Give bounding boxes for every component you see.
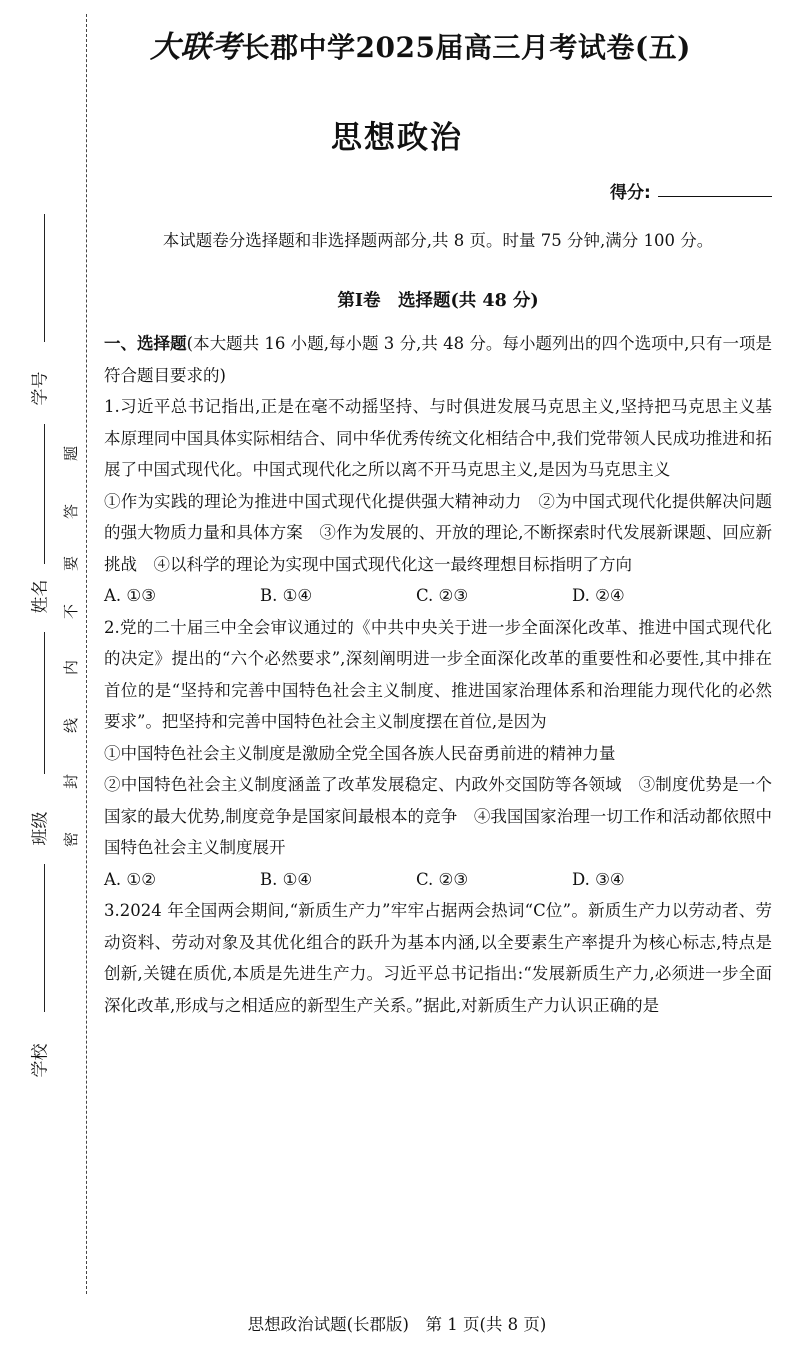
name-label: 姓名 [30,579,51,614]
seal-char: 答 [62,503,81,520]
score-blank [658,196,772,197]
question-1-stem: 1.习近平总书记指出,正是在毫不动摇坚持、与时俱进发展马克思主义,坚持把马克思主义基本原理同中国具体实际相结合、同中华优秀传统文化相结合中,我们党带领人民成功推进和拓展了中国式现代化。中国式现代化之所以离不开马克思主义,是因为马克思主义 [104,397,772,479]
name-line [44,424,45,564]
subject-title: 思想政治 [331,120,463,156]
question-2-statements: ②中国特色社会主义制度涵盖了改革发展稳定、内政外交国防等各领域 ③制度优势是一个国家的最大优势,制度竞争是国家间最根本的竞争 ④我国国家治理一切工作和活动都依照中国特色社会主义制度展开 [104,775,772,857]
class-label: 班级 [30,811,51,846]
question-1-options [104,580,772,612]
student-id-label: 学号 [30,371,51,406]
option-d: D. ③④ [572,869,625,889]
option-a: A. ①③ [104,586,156,605]
school-label: 学校 [30,1043,51,1078]
seal-char: 题 [62,445,81,462]
page-footer: 思想政治试题(长郡版) 第 1 页(共 8 页) [247,1315,547,1334]
question-2-stem: 2.党的二十届三中全会审议通过的《中共中央关于进一步全面深化改革、推进中国式现代化的决定》提出的“六个必然要求”,深刻阐明进一步全面深化改革的重要性和必要性,其中排在首位的是“坚持和完善中国特色社会主义制度、推进国家治理体系和治理能力现代化的必然要求”。把坚持和完善中国特色社会主义制度摆在首位,是因为 [104,617,772,731]
student-id-line [44,214,45,342]
seal-char: 不 [62,603,81,620]
seal-char: 内 [62,659,81,676]
option-b: B. ①④ [260,869,313,889]
seal-char: 封 [62,773,81,790]
question-body [104,328,772,1021]
seal-char: 要 [62,555,81,572]
intro-text: 本试题卷分选择题和非选择题两部分,共 8 页。时量 75 分钟,满分 100 分。 [162,231,714,250]
class-line [44,632,45,774]
binding-margin [0,0,100,1300]
option-d: D. ②④ [572,586,625,605]
option-b: B. ①④ [260,586,313,605]
question-2-options [104,864,772,896]
seal-dash-line [86,14,87,1294]
section-desc: (本大题共 16 小题,每小题 3 分,共 48 分。每小题列出的四个选项中,只有一项是符合题目要求的) [104,334,772,385]
question-3-stem: 3.2024 年全国两会期间,“新质生产力”牢牢占据两会热词“C位”。新质生产力以劳动者、劳动资料、劳动对象及其优化组合的跃升为基本内涵,以全要素生产率提升为核心标志,特点是创新,关键在质优,本质是先进生产力。习近平总书记指出:“发展新质生产力,必须进一步全面深化改革,形成与之相适应的新型生产关系。”据此,对新质生产力认识正确的是 [104,901,772,1015]
question-2-statement-1: ①中国特色社会主义制度是激励全党全国各族人民奋勇前进的精神力量 [104,743,616,763]
section-heading: 一、选择题 [104,334,187,353]
seal-char: 线 [62,717,81,734]
exam-header [150,22,770,66]
section-instructions [104,328,772,391]
question-1-statements: ①作为实践的理论为推进中国式现代化提供强大精神动力 ②为中国式现代化提供解决问题的强大物质力量和具体方案 ③作为发展的、开放的理论,不断探索时代发展新课题、回应新挑战 ④以科学的理论为实现中国式现代化这一最终理想目标指明了方向 [104,491,772,574]
exam-title: 长郡中学2025届高三月考试卷(五) [241,31,691,64]
option-c: C. ②③ [416,869,469,889]
score-label: 得分: [610,183,651,203]
seal-char: 密 [62,831,81,848]
option-a: A. ①② [104,869,156,889]
school-line [44,864,45,1012]
brand-logo-text: 大联考 [150,30,242,65]
part-title: 第Ⅰ卷 选择题(共 48 分) [337,291,539,311]
option-c: C. ②③ [416,586,469,605]
